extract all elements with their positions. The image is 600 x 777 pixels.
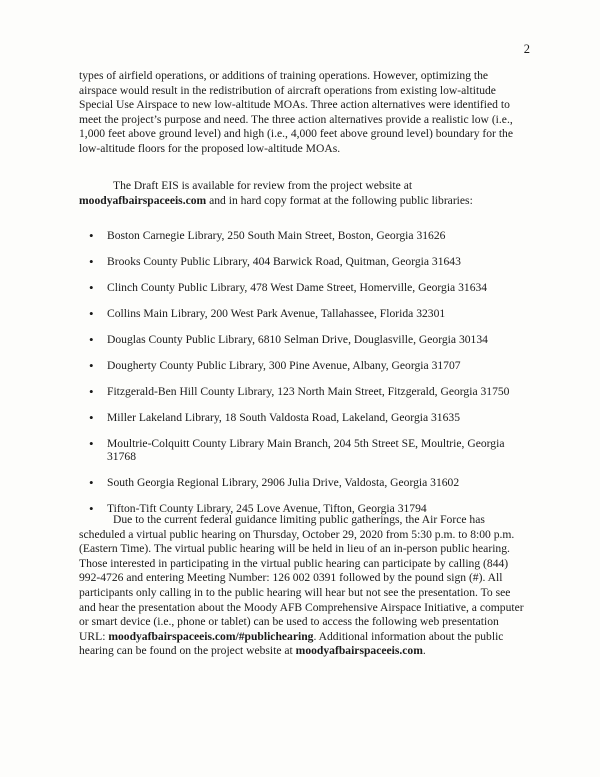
- library-list: [79, 229, 525, 528]
- paragraph-draft-eis-availability: [79, 179, 525, 208]
- paragraph-airspace-alternatives: types of airfield operations, or additions of training operations. However, optimizing the airspace would result in the redistribution of aircraft operations from existing low-altitude Special Use Airspace to new low-altitude MOAs. Three action alternatives were identified to meet the project’s purpose and need. The three action alternatives provide a realistic low (i.e., 1,000 feet above ground level) and high (i.e., 4,000 feet above ground level) boundary for the low-altitude floors for the proposed low-altitude MOAs.: [79, 69, 513, 155]
- paragraph-text: . Additional information about the public hearing can be found on the project website at: [79, 629, 504, 658]
- paragraph-virtual-public-hearing: [79, 513, 525, 659]
- paragraph-text: and in hard copy format at the following public libraries:: [206, 193, 473, 207]
- list-item: • Fitzgerald-Ben Hill County Library, 123 North Main Street, Fitzgerald, Georgia 31750: [79, 385, 525, 398]
- list-item: • Moultrie-Colquitt County Library Main Branch, 204 5th Street SE, Moultrie, Georgia 31768: [79, 437, 525, 463]
- paragraph-text: .: [422, 644, 426, 658]
- list-item: • Tifton-Tift County Library, 245 Love Avenue, Tifton, Georgia 31794: [79, 502, 525, 515]
- list-item: • Douglas County Public Library, 6810 Selman Drive, Douglasville, Georgia 30134: [79, 333, 525, 346]
- list-item: • Dougherty County Public Library, 300 Pine Avenue, Albany, Georgia 31707: [79, 359, 525, 372]
- project-website-link[interactable]: moodyafbairspaceeis.com: [295, 644, 423, 658]
- paragraph-text: Due to the current federal guidance limiting public gatherings, the Air Force has scheduled a virtual public hearing on Thursday, October 29, 2020 from 5:30 p.m. to 8:00 p.m. (Eastern Time). The virtual public hearing will be held in lieu of an in-person public hearing. Those interested in participating in the virtual public hearing can participate by calling (844) 992-4726 and entering Meeting Number: 126 002 0391 followed by the pound sign (#). All participants only calling in to the public hearing will hear but not see the presentation. To see and hear the presentation about the Moody AFB Comprehensive Airspace Initiative, a computer or smart device (i.e., phone or tablet) can be used to access the following web presentation URL:: [79, 513, 524, 643]
- project-website-link[interactable]: moodyafbairspaceeis.com: [79, 193, 207, 207]
- list-item: • Clinch County Public Library, 478 West Dame Street, Homerville, Georgia 31634: [79, 281, 525, 294]
- page-number: 2: [523, 42, 530, 56]
- list-item: • Miller Lakeland Library, 18 South Valdosta Road, Lakeland, Georgia 31635: [79, 411, 525, 424]
- list-item: • Boston Carnegie Library, 250 South Main Street, Boston, Georgia 31626: [79, 229, 525, 242]
- list-item: • Collins Main Library, 200 West Park Avenue, Tallahassee, Florida 32301: [79, 307, 525, 320]
- list-item: • South Georgia Regional Library, 2906 Julia Drive, Valdosta, Georgia 31602: [79, 476, 525, 489]
- presentation-url-link[interactable]: moodyafbairspaceeis.com/#publichearing: [108, 629, 314, 643]
- list-item: • Brooks County Public Library, 404 Barwick Road, Quitman, Georgia 31643: [79, 255, 525, 268]
- paragraph-text: The Draft EIS is available for review from the project website at: [113, 179, 413, 192]
